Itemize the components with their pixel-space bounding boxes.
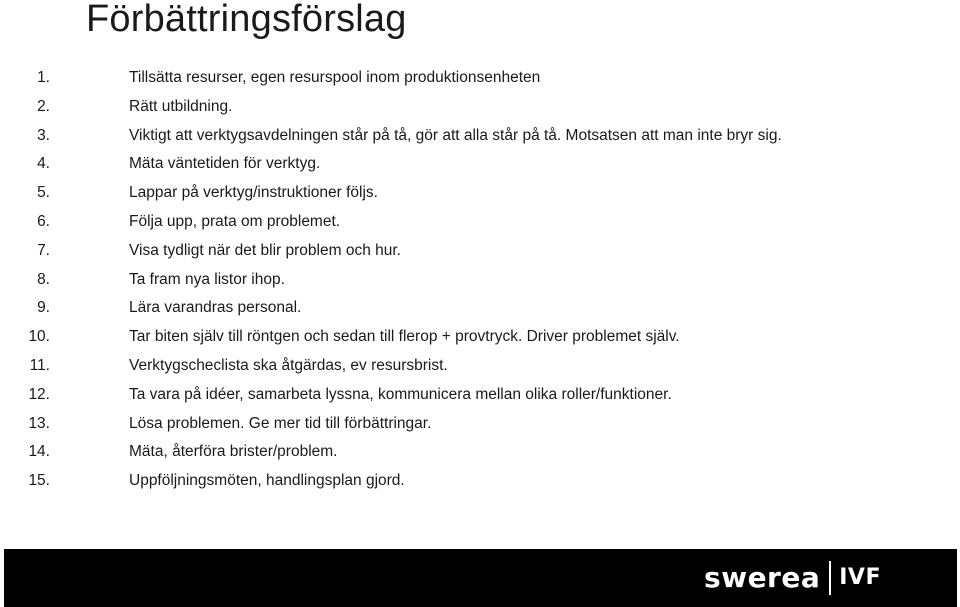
list-item bbox=[0, 150, 900, 179]
list-item bbox=[0, 122, 900, 151]
brand-name: swerea bbox=[704, 561, 821, 594]
footer-bar bbox=[4, 549, 957, 607]
item-text: Ta vara på idéer, samarbeta lyssna, kommunicera mellan olika roller/funktioner. bbox=[129, 385, 672, 403]
item-text: Lära varandras personal. bbox=[129, 299, 302, 317]
item-text: Visa tydligt när det blir problem och hur. bbox=[129, 241, 401, 259]
list-item bbox=[0, 352, 900, 381]
item-number: 10. bbox=[28, 328, 50, 346]
item-number: 3. bbox=[37, 126, 50, 144]
item-text: Verktygscheclista ska åtgärdas, ev resursbrist. bbox=[129, 356, 448, 374]
item-number: 4. bbox=[37, 155, 50, 173]
list-item bbox=[0, 323, 900, 352]
item-number: 13. bbox=[28, 414, 50, 432]
slide-title: Förbättringsförslag bbox=[86, 0, 407, 40]
brand-divider bbox=[829, 561, 831, 595]
item-number: 11. bbox=[29, 356, 50, 374]
item-number: 5. bbox=[37, 184, 50, 202]
item-number: 14. bbox=[28, 443, 50, 461]
item-text: Lappar på verktyg/instruktioner följs. bbox=[129, 184, 378, 202]
list-item bbox=[0, 266, 900, 295]
list-item bbox=[0, 467, 900, 496]
item-text: Uppföljningsmöten, handlingsplan gjord. bbox=[129, 472, 405, 490]
item-text: Tar biten själv till röntgen och sedan till flerop + provtryck. Driver problemet själv. bbox=[129, 328, 680, 346]
item-text: Lösa problemen. Ge mer tid till förbättringar. bbox=[129, 414, 432, 432]
item-text: Tillsätta resurser, egen resurspool inom produktionsenheten bbox=[129, 69, 541, 86]
item-number: 9. bbox=[37, 299, 50, 317]
item-number: 2. bbox=[37, 97, 50, 115]
list-item bbox=[0, 237, 900, 266]
list-item bbox=[0, 208, 900, 237]
item-number: 12. bbox=[28, 385, 50, 403]
suggestion-list bbox=[0, 64, 900, 496]
list-item bbox=[0, 64, 900, 93]
brand-logo bbox=[704, 560, 881, 596]
item-text: Följa upp, prata om problemet. bbox=[129, 212, 341, 230]
item-number: 8. bbox=[37, 270, 50, 288]
brand-unit: IVF bbox=[839, 565, 881, 590]
item-text: Mäta, återföra brister/problem. bbox=[129, 443, 338, 461]
item-number: 6. bbox=[37, 212, 50, 230]
item-number: 1. bbox=[37, 69, 50, 86]
item-number: 15. bbox=[28, 472, 50, 490]
list-item bbox=[0, 381, 900, 410]
item-text: Viktigt att verktygsavdelningen står på tå, gör att alla står på tå. Motsatsen att man inte bryr sig. bbox=[129, 126, 782, 144]
list-item bbox=[0, 438, 900, 467]
item-text: Ta fram nya listor ihop. bbox=[129, 270, 285, 288]
list-item bbox=[0, 294, 900, 323]
list-item bbox=[0, 179, 900, 208]
list-item bbox=[0, 410, 900, 439]
item-text: Rätt utbildning. bbox=[129, 97, 233, 115]
list-item bbox=[0, 93, 900, 122]
item-number: 7. bbox=[37, 241, 50, 259]
item-text: Mäta väntetiden för verktyg. bbox=[129, 155, 321, 173]
